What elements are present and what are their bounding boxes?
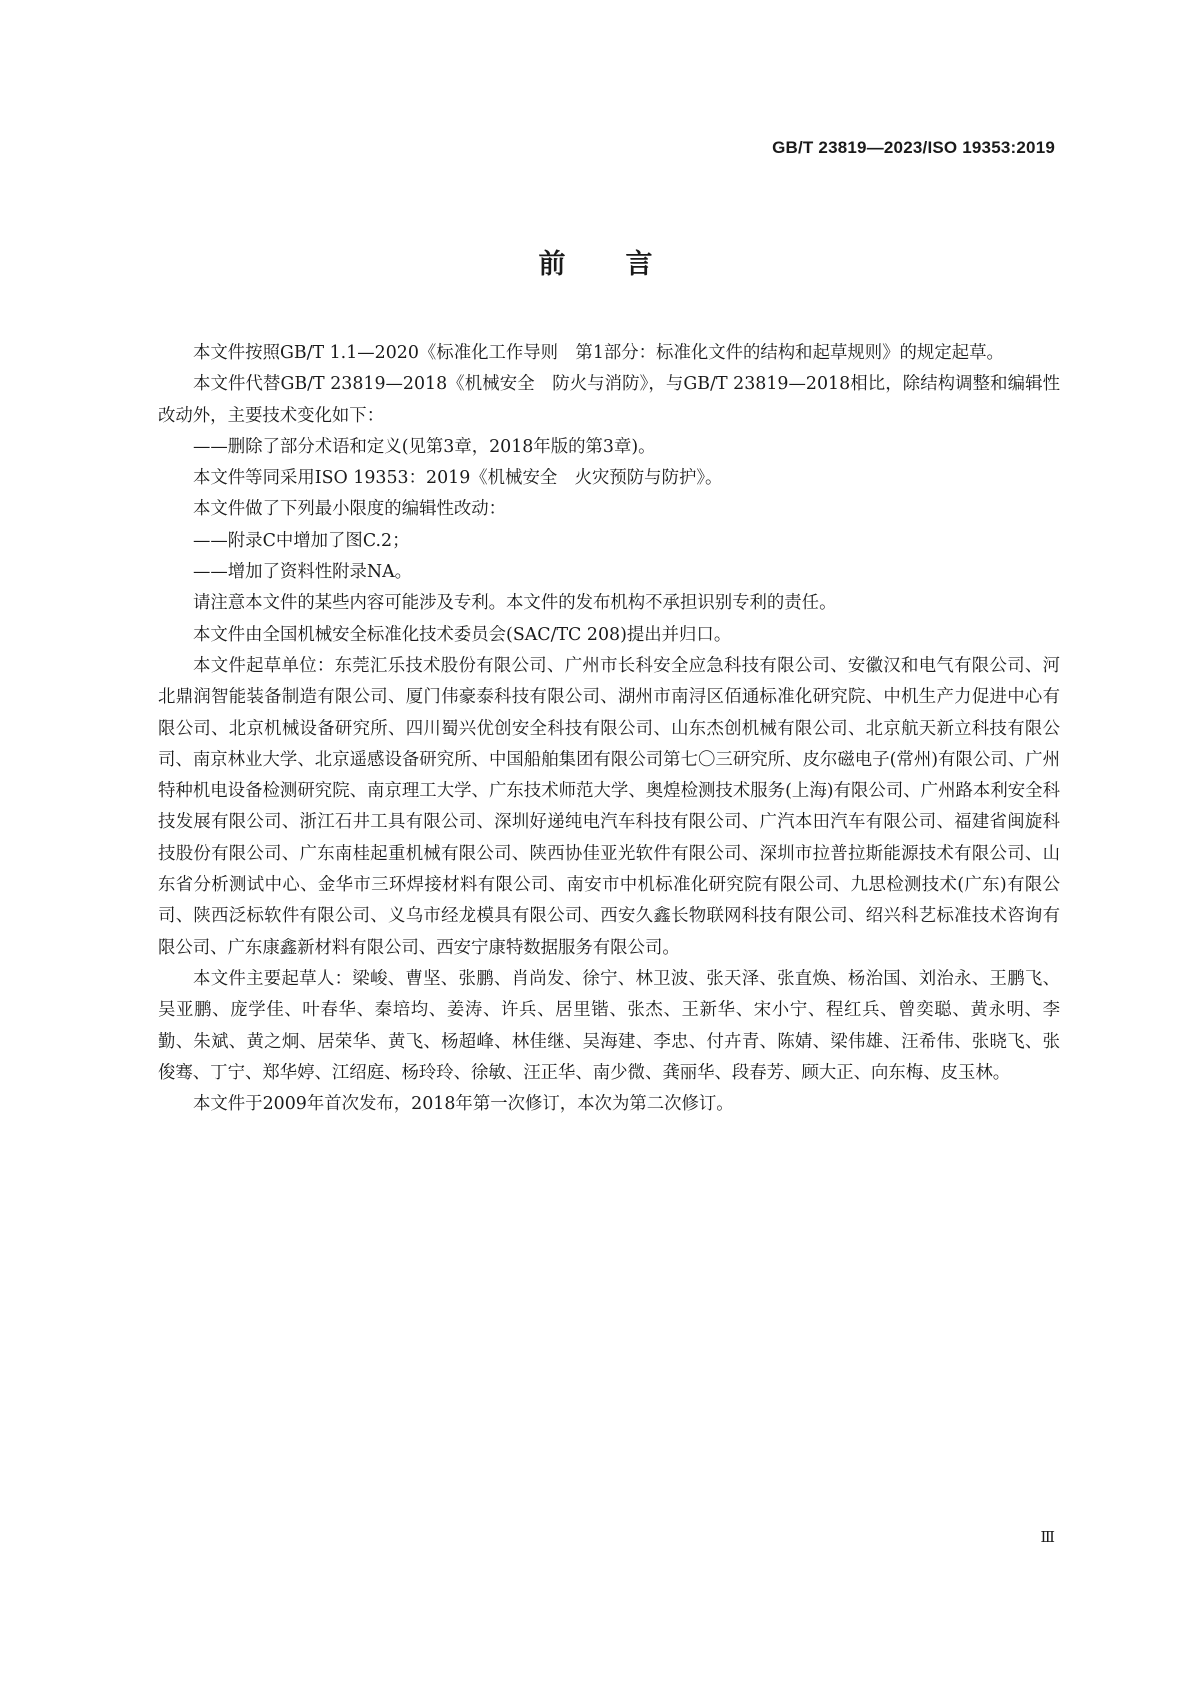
paragraph-drafting-organizations: 本文件起草单位：东莞汇乐技术股份有限公司、广州市长科安全应急科技有限公司、安徽汉和电气有限公司、河北鼎润智能装备制造有限公司、厦门伟豪泰科技有限公司、湖州市南浔区佰通标准化研究院、中机生产力促进中心有限公司、北京机械设备研究所、四川蜀兴优创安全科技有限公司、山东杰创机械有限公司、北京航天新立科技有限公司、南京林业大学、北京遥感设备研究所、中国船舶集团有限公司第七〇三研究所、皮尔磁电子(常州)有限公司、广州特种机电设备检测研究院、南京理工大学、广东技术师范大学、奥煌检测技术服务(上海)有限公司、广州路本利安全科技发展有限公司、浙江石井工具有限公司、深圳好递纯电汽车科技有限公司、广汽本田汽车有限公司、福建省闽旋科技股份有限公司、广东南桂起重机械有限公司、陕西协佳亚光软件有限公司、深圳市拉普拉斯能源技术有限公司、山东省分析测试中心、金华市三环焊接材料有限公司、南安市中机标准化研究院有限公司、九思检测技术(广东)有限公司、陕西泛标软件有限公司、义乌市经龙模具有限公司、西安久鑫长物联网科技有限公司、绍兴科艺标准技术咨询有限公司、广东康鑫新材料有限公司、西安宁康特数据服务有限公司。: [158, 655, 1060, 958]
paragraph-identical-adoption: 本文件等同采用ISO 19353：2019《机械安全 火灾预防与防护》。: [193, 468, 723, 489]
page-number: Ⅲ: [1040, 1528, 1055, 1546]
paragraph-drafting-rules: 本文件按照GB/T 1.1—2020《标准化工作导则 第1部分：标准化文件的结构和起草规则》的规定起草。: [193, 343, 1004, 363]
standard-number: GB/T 23819—2023/ISO 19353:2019: [772, 138, 1055, 157]
page-title: 前言: [538, 249, 713, 280]
paragraph-replaces: 本文件代替GB/T 23819—2018《机械安全 防火与消防》，与GB/T 23819—2018相比，除结构调整和编辑性改动外，主要技术变化如下：: [158, 374, 1060, 426]
paragraph-patent-notice: 请注意本文件的某些内容可能涉及专利。本文件的发布机构不承担识别专利的责任。: [193, 593, 837, 614]
paragraph-drafters: 本文件主要起草人：梁峻、曹坚、张鹏、肖尚发、徐宁、林卫波、张天泽、张直焕、杨治国、刘治永、王鹏飞、吴亚鹏、庞学佳、叶春华、秦培均、姜涛、许兵、居里锴、张杰、王新华、宋小宁、程红兵、曾奕聪、黄永明、李勤、朱斌、黄之炯、居荣华、黄飞、杨超峰、林佳继、吴海建、李忠、付卉青、陈婧、梁伟雄、汪希伟、张晓飞、张俊骞、丁宁、郑华婷、江绍庭、杨玲玲、徐敏、汪正华、南少微、龚丽华、段春芳、顾大正、向东梅、皮玉林。: [158, 968, 1060, 1083]
paragraph-proposed-by: 本文件由全国机械安全标准化技术委员会(SAC/TC 208)提出并归口。: [193, 624, 732, 645]
paragraph-change-item: ——删除了部分术语和定义(见第3章，2018年版的第3章)。: [193, 436, 656, 457]
paragraph-editorial-changes: 本文件做了下列最小限度的编辑性改动：: [193, 499, 507, 520]
paragraph-publication-history: 本文件于2009年首次发布，2018年第一次修订，本次为第二次修订。: [193, 1094, 734, 1115]
paragraph-editorial-item-1: ——附录C中增加了图C.2；: [193, 530, 410, 551]
foreword-body: [158, 338, 1060, 1120]
paragraph-editorial-item-2: ——增加了资料性附录NA。: [193, 562, 413, 583]
